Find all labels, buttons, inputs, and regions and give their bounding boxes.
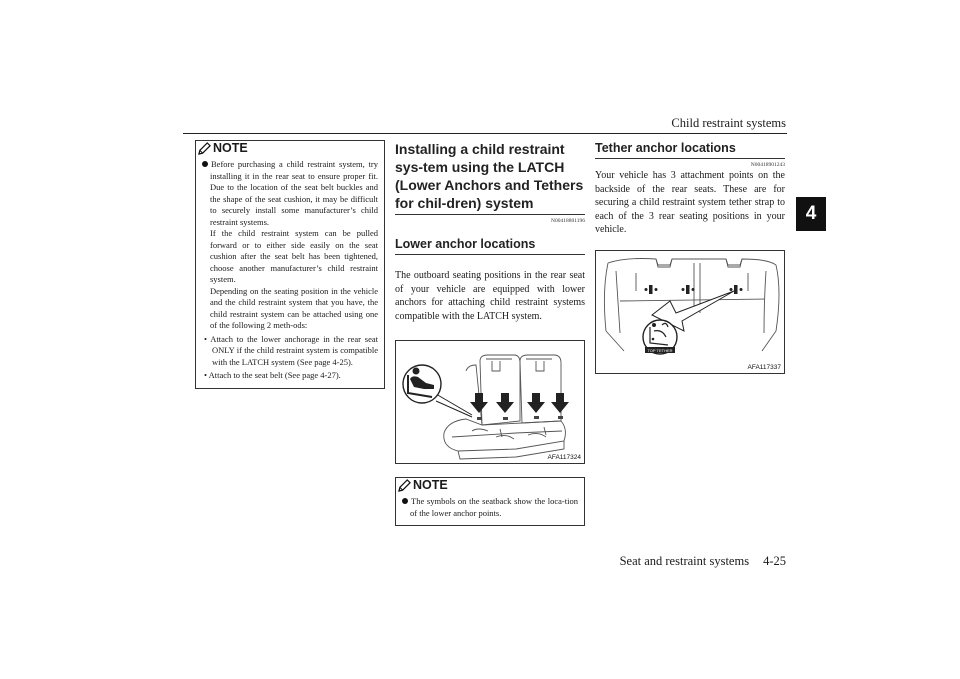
section-rule — [595, 158, 785, 159]
rear-seat-illustration — [396, 341, 584, 463]
note-bullet: The symbols on the seatback show the loca-tion of the lower anchor points. — [402, 496, 578, 519]
footer-section: Seat and restraint systems — [619, 554, 750, 568]
note-sub-bullet: • Attach to the lower anchorage in the rear seat ONLY if the child restraint system is compatible with the LATCH system (See page 4-25). — [204, 333, 378, 367]
column-left — [195, 140, 385, 389]
column-right — [595, 140, 785, 374]
subsection-rule — [395, 254, 585, 255]
pencil-icon — [198, 142, 211, 155]
bullet-icon — [402, 498, 408, 504]
section-code: N00418801196 — [550, 218, 585, 224]
body-text-tether: Your vehicle has 3 attachment points on the backside of the rear seats. These are for securing a child restraint system tether strap to each of the 3 rear seating positions in your vehicle. — [595, 170, 785, 235]
section-title-tether: Tether anchor locations — [595, 141, 736, 155]
note-label: NOTE — [196, 141, 251, 155]
note-box-left — [195, 140, 385, 389]
figure-tether-anchor-locations — [595, 250, 785, 374]
header-rule — [183, 133, 787, 134]
bullet-icon — [202, 161, 208, 167]
page-footer — [620, 554, 786, 569]
note-bullet: Before purchasing a child restraint system, try installing it in the rear seat to ensure proper fit. Due to the location of the seat belt buckles and the shape of the seat cushion, it may be difficult to securely install some manufacturer’s child restraint systems. — [202, 159, 378, 228]
figure-label: AFA117324 — [547, 454, 581, 461]
subsection-title-lower-anchor: Lower anchor locations — [395, 237, 536, 251]
page-number: 4-25 — [763, 554, 786, 568]
note-box-middle — [395, 477, 585, 526]
section-rule — [395, 214, 585, 215]
note-label: NOTE — [396, 478, 451, 492]
column-middle — [395, 140, 585, 526]
top-tether-badge: TOP TETHER — [647, 347, 673, 353]
pencil-icon — [398, 479, 411, 492]
figure-rear-seat-lower-anchors — [395, 340, 585, 464]
note-paragraph: If the child restraint system can be pulled forward or to either side easily on the seat cushion after the seat belt has been tightened, choose another manufacturer’s child restraint system. — [210, 228, 378, 284]
note-paragraph: Depending on the seating position in the vehicle and the child restraint system that you have, the child restraint system can be attached using one of the following 2 meth-ods: — [210, 285, 378, 330]
tether-anchor-icons — [645, 285, 743, 294]
body-text-lower-anchor: The outboard seating positions in the rear seat of your vehicle are equipped with lower anchors for attaching child restraint systems compatible with the LATCH system. — [395, 270, 585, 322]
header-title: Child restraint systems — [671, 116, 786, 130]
section-title-latch: Installing a child restraint sys-tem using the LATCH (Lower Anchors and Tethers for chil-dren) system — [395, 141, 584, 211]
chapter-tab: 4 — [796, 197, 826, 231]
section-code: N00418901243 — [750, 162, 785, 168]
figure-label: AFA117337 — [747, 363, 781, 371]
note-sub-bullet: • Attach to the seat belt (See page 4-27). — [204, 370, 341, 380]
seatback-illustration — [596, 251, 784, 373]
